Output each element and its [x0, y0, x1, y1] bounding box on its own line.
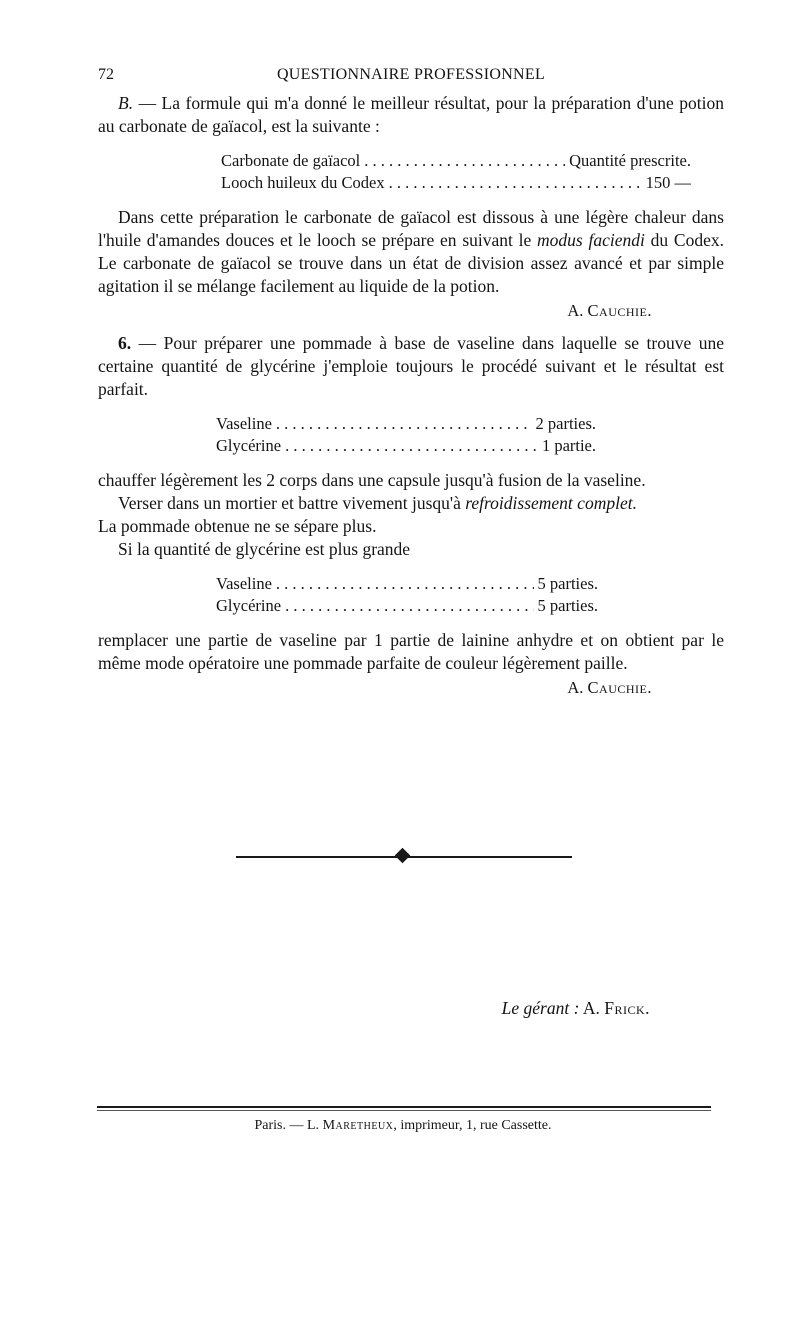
recipe-pommade-2	[98, 573, 598, 617]
imprint-name: Maretheux	[322, 1118, 394, 1133]
signature-name: Cauchie.	[587, 301, 652, 320]
section-b-body	[98, 206, 724, 298]
dot-leader	[389, 172, 642, 194]
section-b-body-italic: modus faciendi	[537, 230, 645, 250]
ingredient-name: Looch huileux du Codex	[221, 173, 385, 192]
diamond-icon	[395, 848, 411, 864]
section-6-step-2	[98, 492, 724, 515]
recipe-row	[216, 595, 598, 617]
running-title: QUESTIONNAIRE PROFESSIONNEL	[276, 66, 546, 83]
ingredient-quantity: 150 —	[645, 173, 691, 192]
ingredient-quantity: 5 parties.	[537, 574, 598, 593]
footer-rule-thick	[97, 1106, 711, 1108]
recipe-row	[216, 435, 596, 457]
recipe-gaiacol	[98, 150, 691, 194]
section-6-step-3: La pommade obtenue ne se sépare plus.	[98, 516, 377, 536]
section-b-body-text-1: Dans cette préparation le carbonate de gaïacol est dissous à une légère chaleur dans l'huile d'amandes douces et le looch se prépare en suivant le	[98, 207, 724, 250]
section-6-step-2-text: Verser dans un mortier et battre vivement jusqu'à	[118, 493, 466, 513]
section-6-step-1: chauffer légèrement les 2 corps dans une capsule jusqu'à fusion de la vaseline.	[98, 470, 646, 490]
ingredient-quantity: 5 parties.	[537, 596, 598, 615]
dot-leader	[276, 573, 534, 595]
ingredient-name: Glycérine	[216, 436, 282, 455]
page-body	[98, 62, 724, 699]
signature-initial: A.	[567, 301, 588, 320]
section-6-intro-text: — Pour préparer une pommade à base de vaseline dans laquelle se trouve une certaine quantité de glycérine j'emploie toujours le procédé suivant et le résultat est parfait.	[98, 333, 724, 399]
dot-leader	[364, 150, 565, 172]
ingredient-name: Glycérine	[216, 596, 282, 615]
recipe-row	[216, 413, 596, 435]
gerant-label: Le gérant :	[501, 998, 580, 1018]
imprint-line	[0, 1116, 800, 1136]
page-number: 72	[98, 66, 114, 83]
section-b-signature	[98, 300, 652, 322]
dot-leader	[285, 595, 533, 617]
ornament-rule	[236, 856, 572, 858]
gerant-line	[380, 996, 650, 1020]
recipe-row	[221, 172, 691, 194]
gerant-name: Frick.	[604, 998, 650, 1018]
section-6-step-4: Si la quantité de glycérine est plus grande	[118, 539, 411, 559]
recipe-pommade-1	[98, 413, 596, 457]
section-b-intro-text: — La formule qui m'a donné le meilleur résultat, pour la préparation d'une potion au carbonate de gaïacol, est la suivante :	[98, 93, 724, 136]
section-6-intro	[98, 332, 724, 401]
section-6-label: 6.	[118, 333, 132, 353]
section-6-closing: remplacer une partie de vaseline par 1 partie de lainine anhydre et on obtient par le même mode opératoire une pommade parfaite de couleur légèrement paille.	[98, 630, 724, 673]
ingredient-quantity: 2 parties.	[535, 414, 596, 433]
section-b-body-text-2: du Codex. Le carbonate de gaïacol se trouve dans un état de division assez avancé et par simple agitation il se mélange facilement au liquide de la potion.	[98, 230, 724, 296]
ingredient-quantity: 1 partie.	[541, 436, 596, 455]
signature-name: Cauchie.	[587, 678, 652, 697]
recipe-row	[221, 150, 691, 172]
section-6-signature	[98, 677, 652, 699]
recipe-row	[216, 573, 598, 595]
section-6-step-2-italic: refroidissement complet.	[465, 493, 637, 513]
imprint-text-1: Paris. — L.	[254, 1118, 323, 1133]
ingredient-name: Vaseline	[216, 574, 272, 593]
section-b-label: B.	[118, 93, 134, 113]
section-b-intro	[98, 92, 724, 138]
gerant-initial: A.	[579, 998, 605, 1018]
signature-initial: A.	[567, 678, 588, 697]
dot-leader	[276, 413, 532, 435]
ingredient-name: Vaseline	[216, 414, 272, 433]
ingredient-name: Carbonate de gaïacol	[221, 151, 361, 170]
dot-leader	[285, 435, 538, 457]
imprint-text-2: , imprimeur, 1, rue Cassette.	[393, 1118, 552, 1133]
running-head	[98, 62, 724, 92]
footer-rule-thin	[97, 1110, 711, 1111]
ingredient-quantity: Quantité prescrite.	[569, 151, 691, 170]
